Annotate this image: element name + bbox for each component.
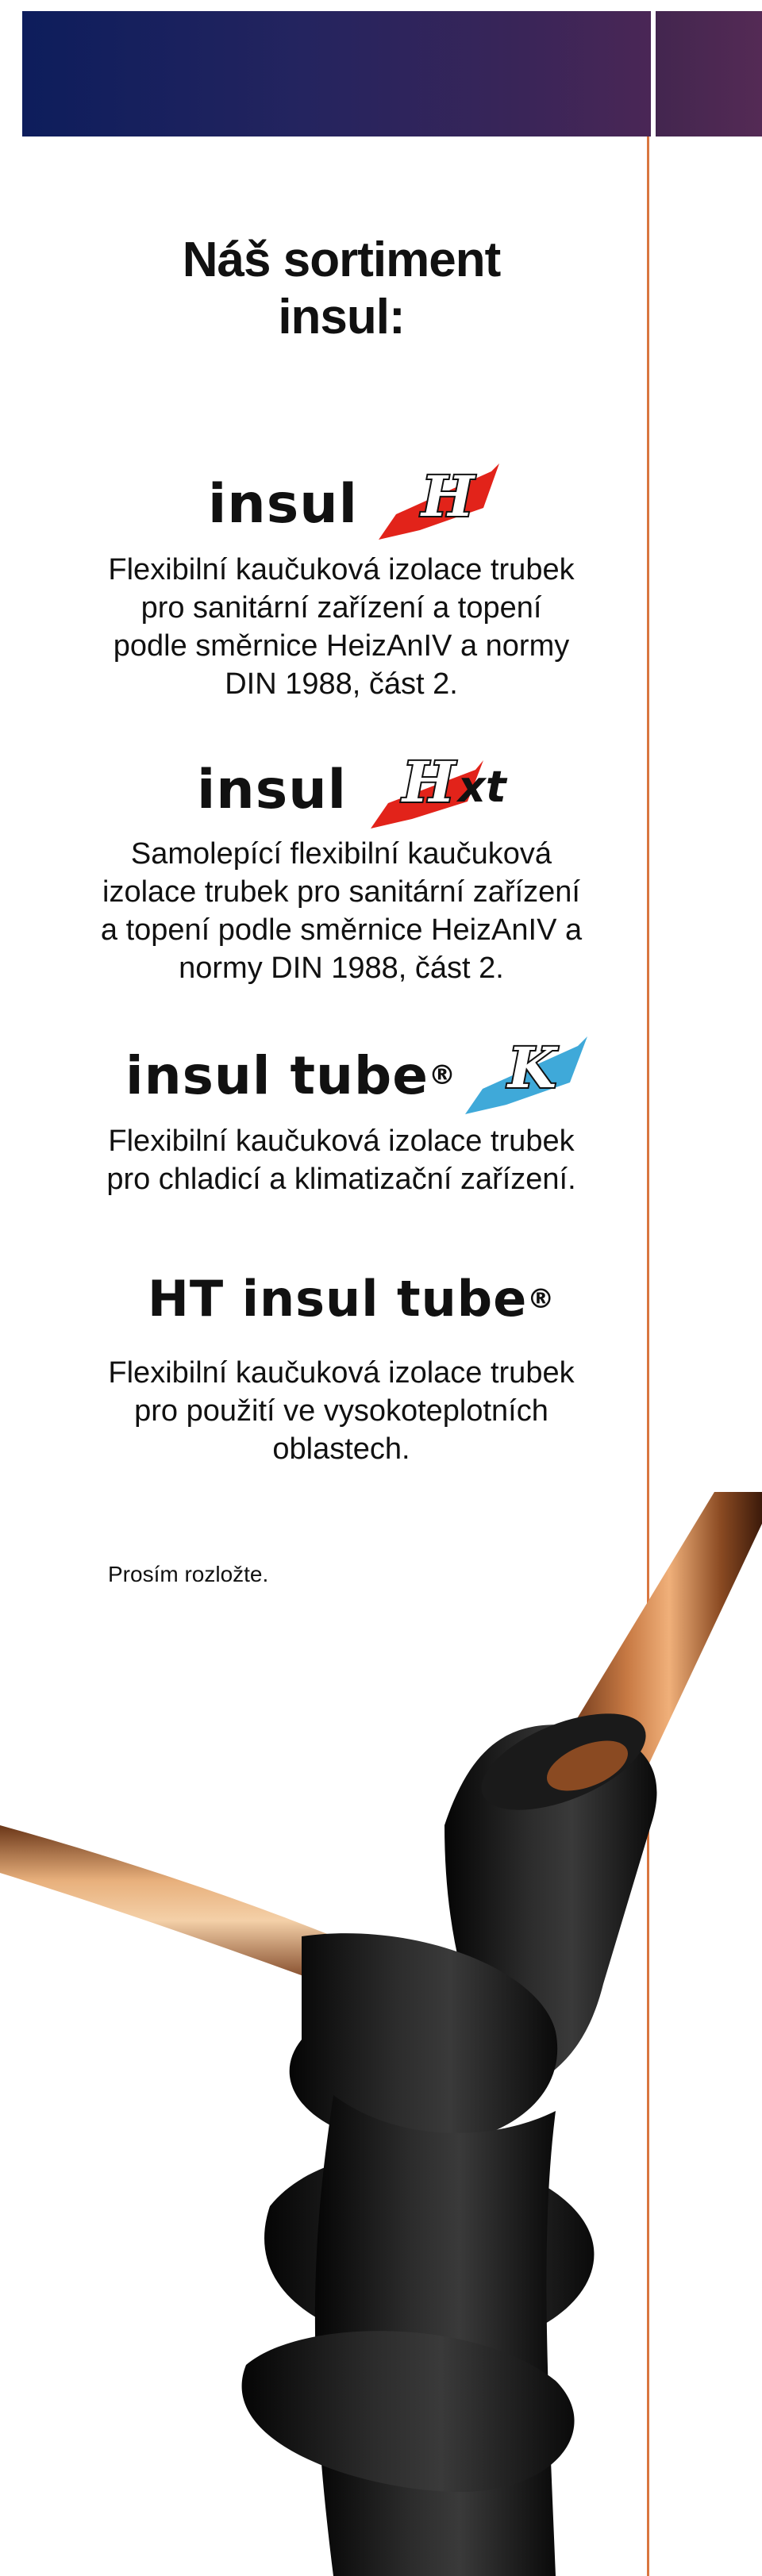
insul-h-logo	[208, 460, 507, 548]
header-band-side	[656, 11, 762, 136]
description-line: izolace trubek pro sanitární zařízení	[102, 875, 580, 909]
insul-hxt-logo-word: insul	[197, 758, 347, 821]
description-line: a topení podle směrnice HeizAnIV a	[100, 913, 583, 947]
description-line: Samolepící flexibilní kaučuková	[130, 837, 552, 871]
description-line: normy DIN 1988, část 2.	[179, 952, 504, 985]
description-line: pro sanitární zařízení a topení	[140, 591, 542, 625]
insul-h-description	[71, 551, 611, 703]
header-band	[22, 11, 651, 136]
hxt-badge-icon	[364, 746, 547, 833]
h-badge-letter: H	[421, 463, 475, 529]
insul-hxt-logo	[197, 746, 547, 833]
description-line: Flexibilní kaučuková izolace trubek	[108, 553, 575, 586]
description-line: podle směrnice HeizAnIV a normy	[113, 629, 570, 663]
insul-tube-k-logo	[125, 1032, 602, 1119]
hxt-badge-letter: H	[402, 749, 456, 815]
insul-tube-k-description	[71, 1122, 611, 1198]
registered-mark: ®	[527, 1282, 555, 1315]
description-line: DIN 1988, část 2.	[225, 667, 458, 701]
description-line: pro chladicí a klimatizační zařízení.	[106, 1163, 576, 1196]
h-badge-icon	[372, 460, 507, 548]
description-line: oblastech.	[272, 1432, 410, 1466]
page-title	[0, 232, 683, 346]
unfold-note: Prosím rozložte.	[108, 1562, 269, 1586]
insul-hxt-description	[71, 835, 611, 987]
ht-insul-tube-logo-word: HT insul tube	[148, 1270, 528, 1328]
description-line: Flexibilní kaučuková izolace trubek	[108, 1356, 575, 1390]
page-title-line-1: Náš sortiment	[182, 233, 501, 287]
insul-tube-k-logo-word: insul tube	[125, 1044, 429, 1106]
ht-insul-tube-logo	[148, 1270, 554, 1328]
hxt-badge-suffix: xt	[457, 762, 506, 812]
insulated-pipe-illustration	[0, 1492, 762, 2576]
insul-h-logo-word: insul	[208, 472, 358, 536]
registered-mark: ®	[429, 1059, 456, 1091]
page-title-line-2: insul:	[278, 290, 405, 344]
k-badge-icon	[459, 1032, 602, 1119]
ht-insul-tube-description	[71, 1354, 611, 1468]
description-line: pro použití ve vysokoteplotních	[134, 1394, 548, 1428]
k-badge-letter: K	[508, 1035, 556, 1101]
description-line: Flexibilní kaučuková izolace trubek	[108, 1125, 575, 1158]
